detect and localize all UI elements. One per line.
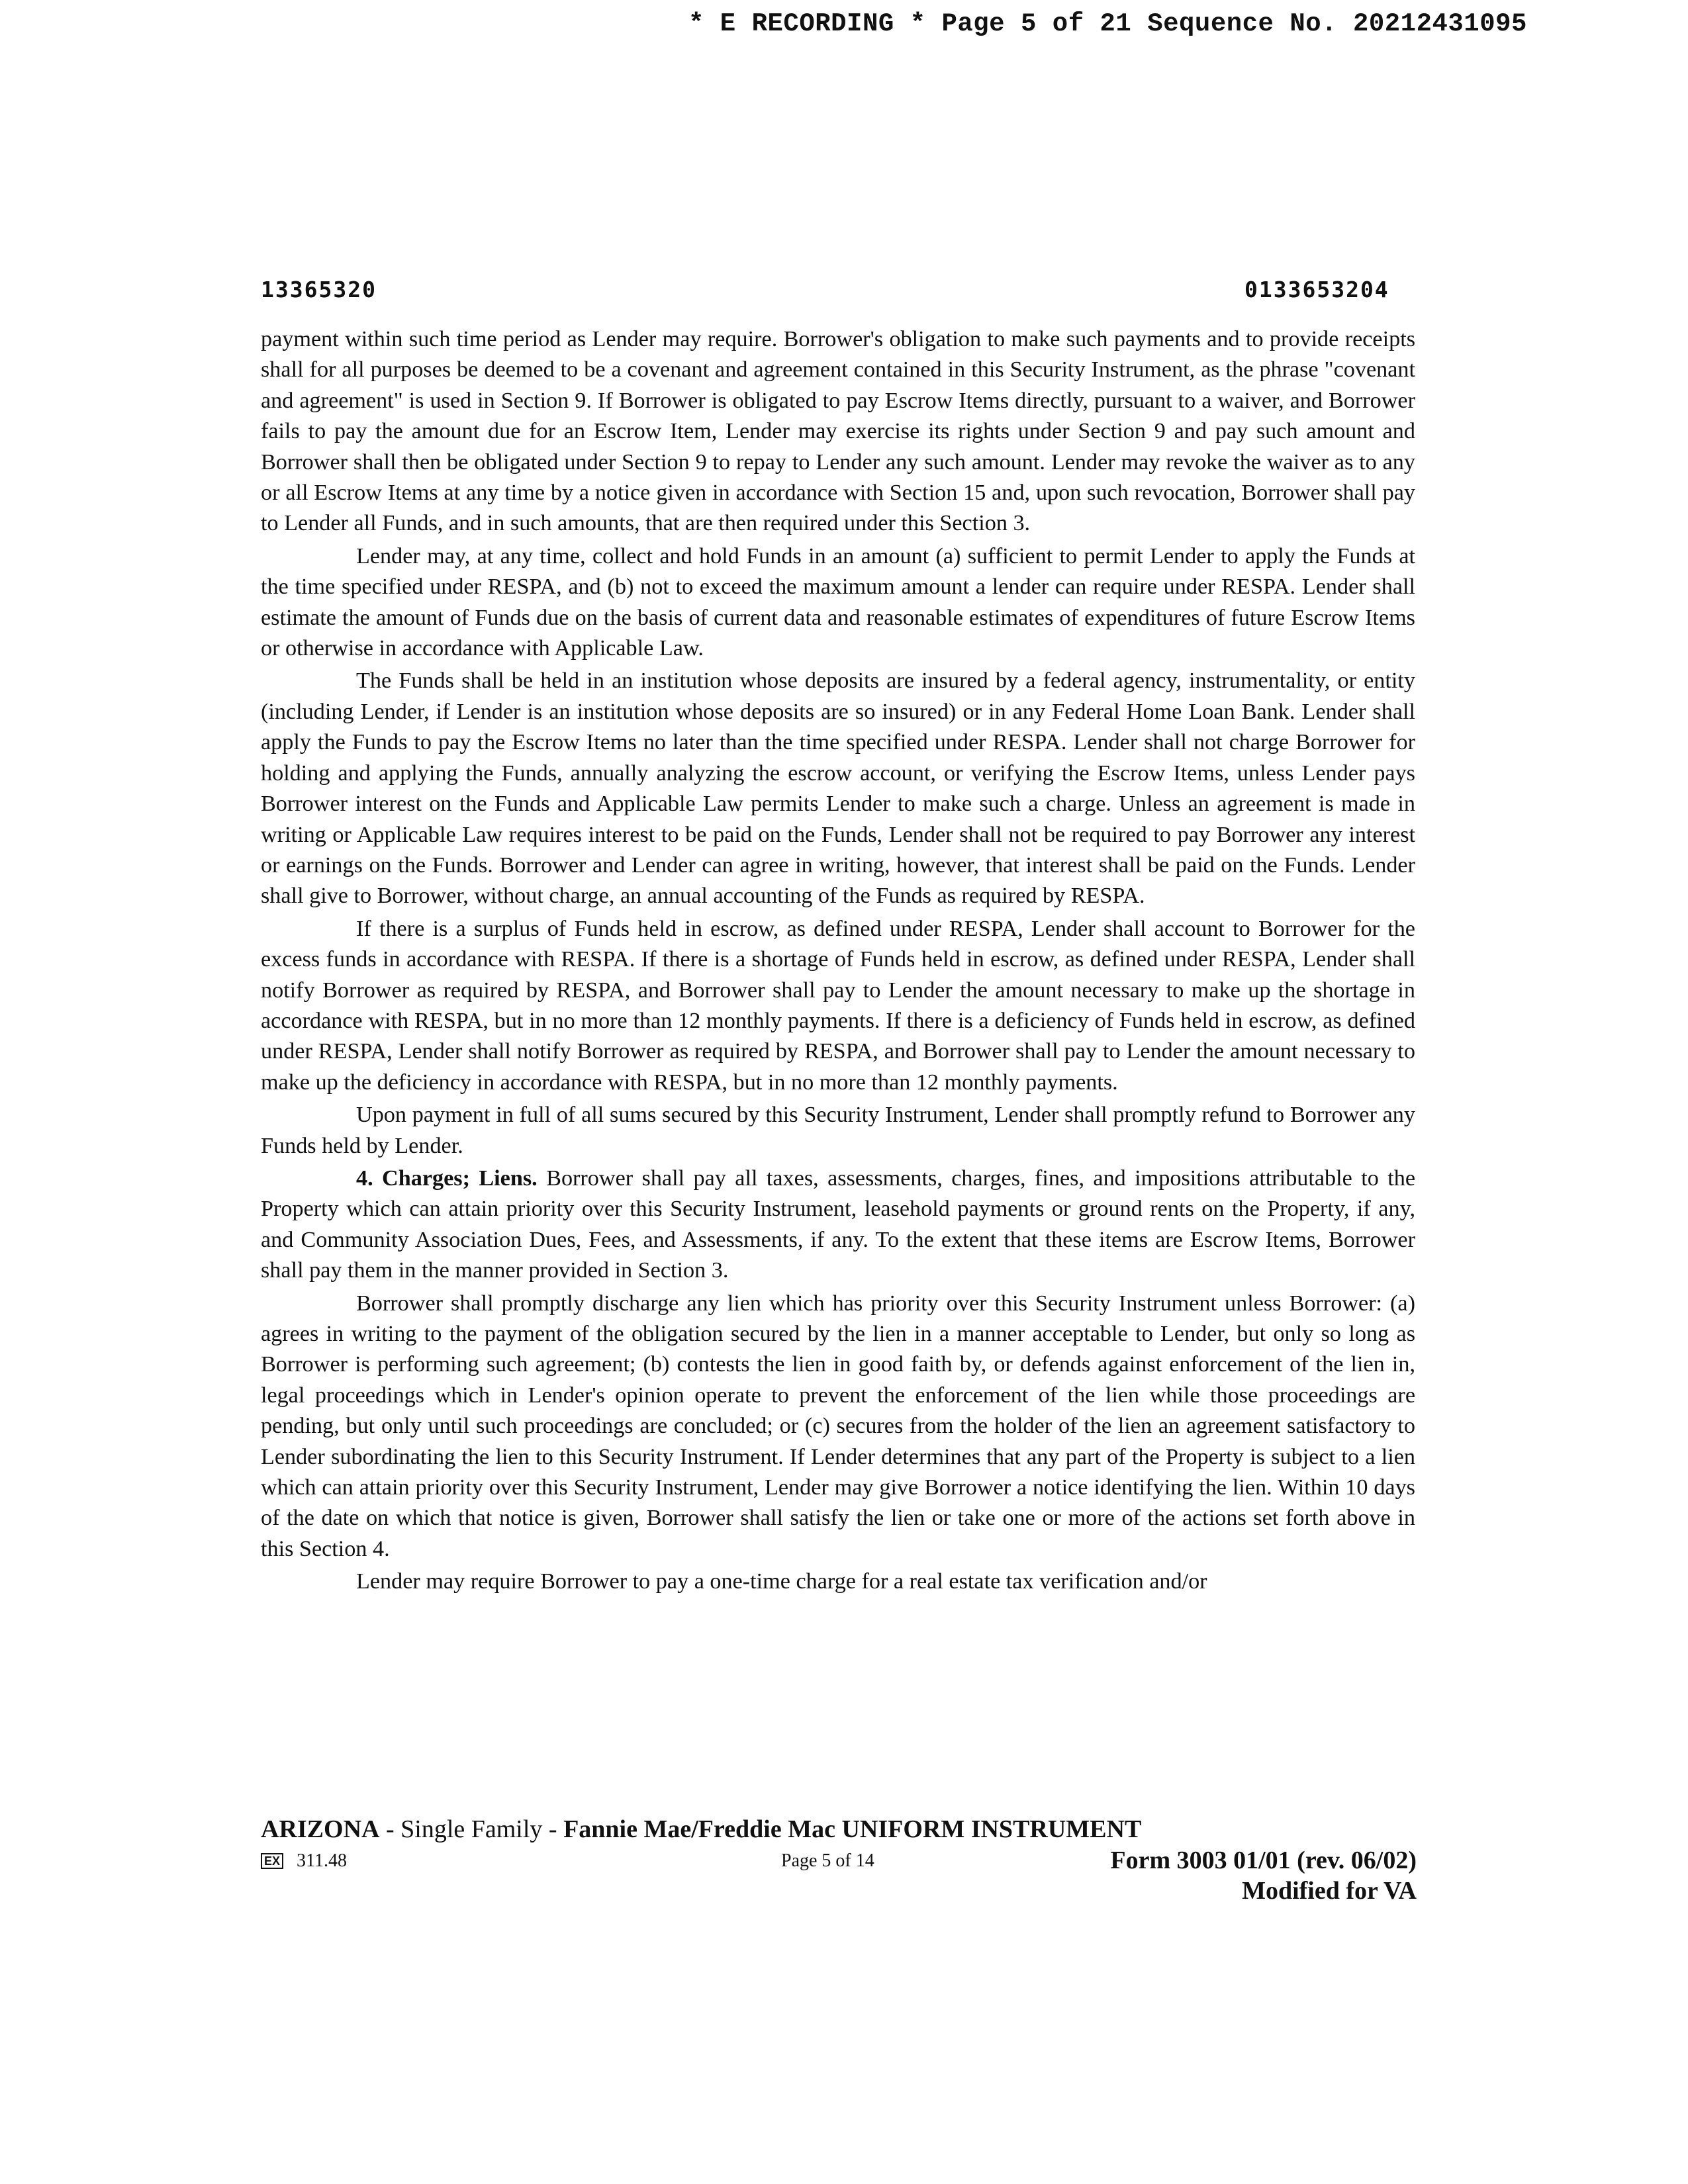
loan-number-left: 13365320 xyxy=(261,277,377,302)
loan-number-right: 0133653204 xyxy=(1244,277,1389,302)
ex-logo-icon: EX xyxy=(261,1853,283,1869)
section-4-heading: 4. Charges; Liens. xyxy=(356,1165,538,1191)
recording-header: * E RECORDING * Page 5 of 21 Sequence No. 20212431095 xyxy=(688,9,1527,38)
footer-state: ARIZONA xyxy=(261,1815,380,1843)
page-number: Page 5 of 14 xyxy=(781,1850,874,1871)
paragraph-funds-collect: Lender may, at any time, collect and hold Funds in an amount (a) sufficient to permit Lender to apply the Funds at the time specified under RESPA, and (b) not to exceed the maximum amount a lender can require under RESPA. Lender shall estimate the amount of Funds due on the basis of current data and reasonable estimates of expenditures of future Escrow Items or otherwise in accordance with Applicable Law. xyxy=(261,543,1415,661)
paragraph-funds-held: The Funds shall be held in an institution whose deposits are insured by a federal agency, instrumentality, or entity (including Lender, if Lender is an institution whose deposits are so insured) or in any Federal Home Loan Bank. Lender shall apply the Funds to pay the Escrow Items no later than the time specified under RESPA. Lender shall not charge Borrower for holding and applying the Funds, annually analyzing the escrow account, or verifying the Escrow Items, unless Lender pays Borrower interest on the Funds and Applicable Law permits Lender to make such a charge. Unless an agreement is made in writing or Applicable Law requires interest to be paid on the Funds, Lender shall not be required to pay Borrower any interest or earnings on the Funds. Borrower and Lender can agree in writing, however, that interest shall be paid on the Funds. Lender shall give to Borrower, without charge, an annual accounting of the Funds as required by RESPA. xyxy=(261,668,1415,909)
footer-title xyxy=(261,1815,1141,1844)
form-identifier xyxy=(1086,1845,1417,1906)
form-modified: Modified for VA xyxy=(1242,1877,1417,1905)
paragraph-continuation: payment within such time period as Lender may require. Borrower's obligation to make such payments and to provide receipts shall for all purposes be deemed to be a covenant and agreement contained in this Security Instrument, as the phrase "covenant and agreement" is used in Section 9. If Borrower is obligated to pay Escrow Items directly, pursuant to a waiver, and Borrower fails to pay the amount due for an Escrow Item, Lender may exercise its rights under Section 9 and pay such amount and Borrower shall then be obligated under Section 9 to repay to Lender any such amount. Lender may revoke the waiver as to any or all Escrow Items at any time by a notice given in accordance with Section 15 and, upon such revocation, Borrower shall pay to Lender all Funds, and in such amounts, that are then required under this Section 3. xyxy=(261,327,1415,536)
paragraph-refund: Upon payment in full of all sums secured by this Security Instrument, Lender shall promptly refund to Borrower any Funds held by Lender. xyxy=(261,1103,1415,1158)
paragraph-discharge-lien: Borrower shall promptly discharge any lien which has priority over this Security Instrument unless Borrower: (a) agrees in writing to the payment of the obligation secured by the lien in a manner acceptable to Lender, but only so long as Borrower is performing such agreement; (b) contests the lien in good faith by, or defends against enforcement of the lien in, legal proceedings which in Lender's opinion operate to prevent the enforcement of the lien while those proceedings are pending, but only until such proceedings are concluded; or (c) secures from the holder of the lien an agreement satisfactory to Lender subordinating the lien to this Security Instrument. If Lender determines that any part of the Property is subject to a lien which can attain priority over this Security Instrument, Lender may give Borrower a notice identifying the lien. Within 10 days of the date on which that notice is given, Borrower shall satisfy the lien or take one or more of the actions set forth above in this Section 4. xyxy=(261,1291,1415,1561)
paragraph-tax-verification: Lender may require Borrower to pay a one-time charge for a real estate tax verification and/or xyxy=(356,1569,1207,1594)
paragraph-surplus: If there is a surplus of Funds held in escrow, as defined under RESPA, Lender shall account to Borrower for the excess funds in accordance with RESPA. If there is a shortage of Funds held in escrow, as defined under RESPA, Lender shall notify Borrower as required by RESPA, and Borrower shall pay to Lender the amount necessary to make up the shortage in accordance with RESPA, but in no more than 12 monthly payments. If there is a deficiency of Funds held in escrow, as defined under RESPA, Lender shall notify Borrower as required by RESPA, and Borrower shall pay to Lender the amount necessary to make up the deficiency in accordance with RESPA, but in no more than 12 monthly payments. xyxy=(261,916,1415,1095)
footer-separator: - Single Family - xyxy=(379,1815,564,1843)
form-code: 311.48 xyxy=(297,1850,347,1871)
section-4-text: Borrower shall pay all taxes, assessments, charges, fines, and impositions attributable to the Property which can attain priority over this Security Instrument, leasehold payments or ground rents on the Property, if any, and Community Association Dues, Fees, and Assessments, if any. To the extent that these items are Escrow Items, Borrower shall pay them in the manner provided in Section 3. xyxy=(261,1165,1415,1283)
document-body xyxy=(261,324,1415,1600)
footer-instrument: Fannie Mae/Freddie Mac UNIFORM INSTRUMENT xyxy=(563,1815,1142,1843)
form-number: Form 3003 01/01 (rev. 06/02) xyxy=(1110,1846,1417,1874)
footer-code xyxy=(261,1850,347,1872)
section-4-paragraph xyxy=(261,1163,1415,1287)
